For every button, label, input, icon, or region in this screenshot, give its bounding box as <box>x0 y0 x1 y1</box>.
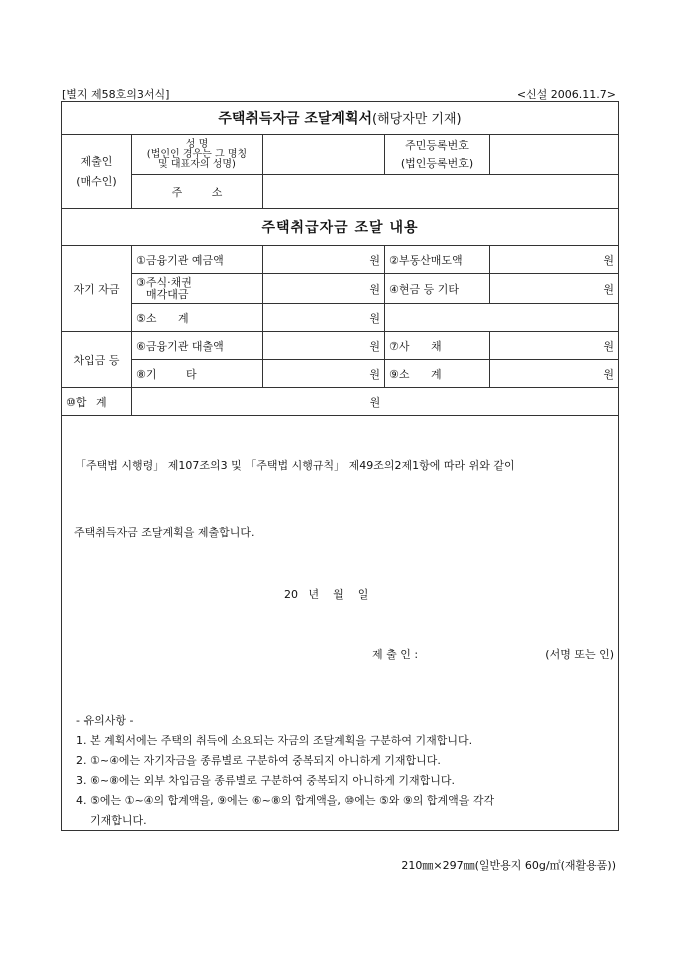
name-label-sub2: 및 대표자의 성명) <box>158 158 236 170</box>
stock-bond-field[interactable] <box>263 274 385 304</box>
id-label-sub: (법인등록번호) <box>400 156 474 170</box>
unit-won: 원 <box>369 311 380 325</box>
total-field[interactable] <box>132 388 619 416</box>
id-label-text: 주민등록번호 <box>405 138 469 152</box>
unit-won: 원 <box>603 367 614 381</box>
unit-won: 원 <box>369 339 380 353</box>
note-2: 2. ①~④에는 자기자금을 종류별로 구분하여 중복되지 아니하게 기재합니다. <box>76 754 441 767</box>
total-label: ⑩합 계 <box>62 388 132 416</box>
own-funds-label: 자기 자금 <box>62 246 132 332</box>
borrowed-label: 차입금 등 <box>62 332 132 388</box>
unit-won: 원 <box>369 253 380 267</box>
id-label <box>385 135 490 175</box>
own-subtotal-field[interactable] <box>263 304 385 332</box>
private-debt-field[interactable] <box>490 332 619 360</box>
borrow-subtotal-field[interactable] <box>490 360 619 388</box>
notes-title: - 유의사항 - <box>76 714 134 727</box>
submitter-label-sub: (매수인) <box>76 174 117 188</box>
private-debt-label: ⑦사 채 <box>385 332 490 360</box>
submitter-label <box>62 135 132 209</box>
paper-spec: 210㎜×297㎜(일반용지 60g/㎡(재활용품)) <box>401 859 616 872</box>
form-title <box>62 102 619 135</box>
empty-cell <box>385 304 619 332</box>
deposit-label: ①금융기관 예금액 <box>132 246 263 274</box>
form-number: [별지 제58호의3서식] <box>62 88 170 101</box>
funding-plan-form <box>61 101 619 831</box>
real-estate-sale-field[interactable] <box>490 246 619 274</box>
unit-won: 원 <box>603 282 614 296</box>
submitter-label-text: 제출인 <box>80 154 113 168</box>
real-estate-sale-label: ②부동산매도액 <box>385 246 490 274</box>
signature-type: (서명 또는 인) <box>545 648 614 661</box>
submission-date: 20 년 월 일 <box>284 588 369 601</box>
address-field[interactable] <box>263 175 619 209</box>
name-field[interactable] <box>263 135 385 175</box>
other-borrow-field[interactable] <box>263 360 385 388</box>
deposit-field[interactable] <box>263 246 385 274</box>
notes <box>76 711 494 831</box>
cash-other-field[interactable] <box>490 274 619 304</box>
title-note: (해당자만 기재) <box>372 112 462 127</box>
declaration-line-1: 「주택법 시행령」 제107조의3 및 「주택법 시행규칙」 제49조의2제1항에 따라 위와 같이 <box>75 459 515 472</box>
note-4a: 4. ⑤에는 ①~④의 합계액을, ⑨에는 ⑥~⑧의 합계액을, ⑩에는 ⑤와 ⑨의 합계액을 각각 <box>76 794 495 807</box>
address-label: 주 소 <box>132 175 263 209</box>
other-borrow-label: ⑧기 타 <box>132 360 263 388</box>
unit-won: 원 <box>603 253 614 267</box>
section-title: 주택취급자금 조달 내용 <box>62 209 619 246</box>
submitter-signature-label: 제 출 인 : <box>372 648 419 661</box>
stock-bond-label <box>132 274 263 304</box>
declaration-area <box>62 416 619 831</box>
stock-bond-label-1: ③주식·채권 <box>136 275 192 289</box>
name-label-sub1: (법인인 경우는 그 명칭 <box>146 148 248 160</box>
note-1: 1. 본 계획서에는 주택의 취득에 소요되는 자금의 조달계획을 구분하여 기재합니다. <box>76 734 473 747</box>
enactment-date: <신설 2006.11.7> <box>516 88 616 101</box>
unit-won: 원 <box>369 367 380 381</box>
loan-field[interactable] <box>263 332 385 360</box>
unit-won: 원 <box>369 282 380 296</box>
name-label <box>132 135 263 175</box>
cash-other-label: ④현금 등 기타 <box>385 274 490 304</box>
borrow-subtotal-label: ⑨소 계 <box>385 360 490 388</box>
name-label-text: 성 명 <box>185 138 209 150</box>
note-4b: 기재합니다. <box>90 814 147 827</box>
unit-won: 원 <box>369 395 381 409</box>
unit-won: 원 <box>603 339 614 353</box>
note-3: 3. ⑥~⑧에는 외부 차입금을 종류별로 구분하여 중복되지 아니하게 기재합니다. <box>76 774 456 787</box>
declaration-line-2: 주택취득자금 조달계획을 제출합니다. <box>74 526 255 539</box>
title-main: 주택취득자금 조달계획서 <box>218 111 372 127</box>
id-field[interactable] <box>490 135 619 175</box>
own-subtotal-label: ⑤소 계 <box>132 304 263 332</box>
loan-label: ⑥금융기관 대출액 <box>132 332 263 360</box>
stock-bond-label-2: 매각대금 <box>146 287 189 301</box>
